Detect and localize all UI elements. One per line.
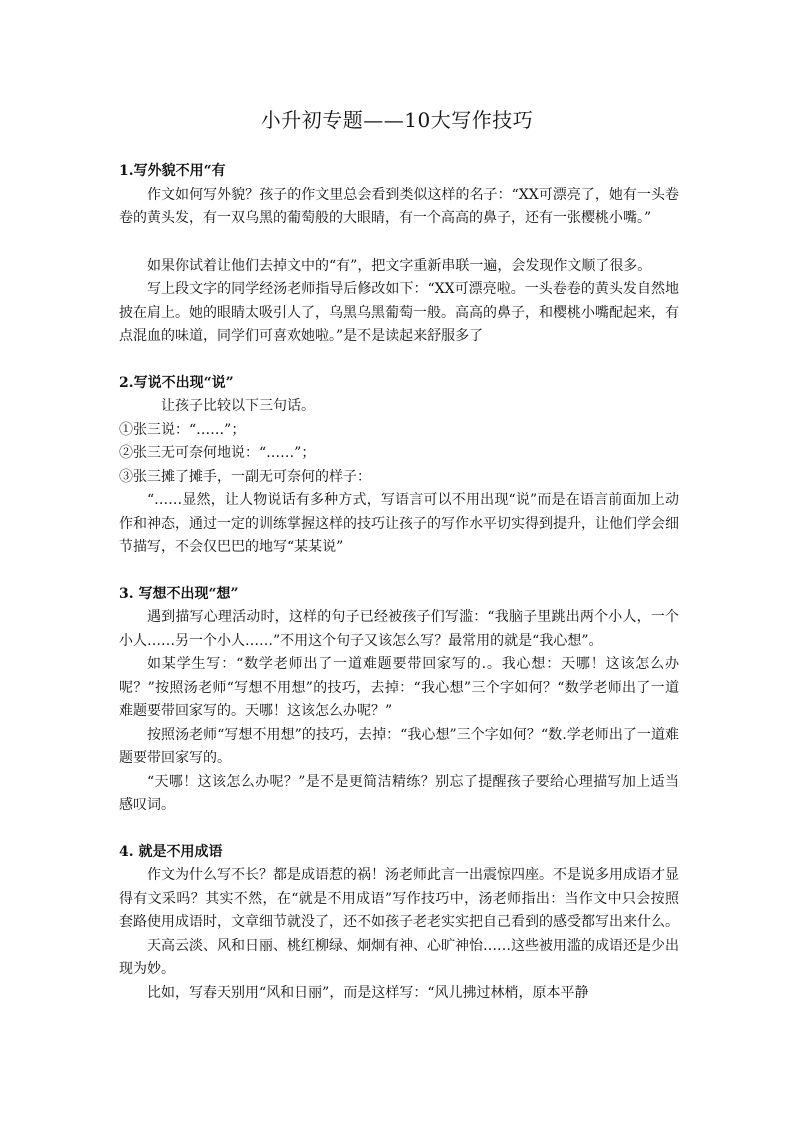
section-2-heading: 2.写说不出现“说” (119, 374, 234, 391)
section-1-paragraph-3: 写上段文字的同学经汤老师指导后修改如下：“XX可漂亮啦。一头卷卷的黄头发自然地披在肩上。她的眼睛太吸引人了，乌黑乌黑葡萄一般。高高的鼻子，和樱桃小嘴配起来，有点混血的味道，同学们可喜欢她啦。”是不是读起来舒服多了 (119, 281, 679, 344)
section-2-paragraph-1: “……显然，让人物说话有多种方式，写语言可以不用出现“说”而是在语言前面加上动作和神态，通过一定的训练掌握这样的技巧让孩子的写作水平切实得到提升，让他们学会细节描写，不会仅巴巴的地写“某某说” (119, 492, 679, 555)
section-4-paragraph-1: 作文为什么写不长？都是成语惹的祸！汤老师此言一出震惊四座。不是说多用成语才显得有文采吗？其实不然，在“就是不用成语”写作技巧中，汤老师指出：当作文中只会按照套路使用成语时，文章细节就没了，还不如孩子老老实实把自己看到的感受都写出来什么。 (119, 867, 679, 930)
section-4-paragraph-3: 比如，写春天别用“风和日丽”，而是这样写：“风儿拂过林梢，原本平静 (147, 984, 589, 1001)
document-title: 小升初专题——10大写作技巧 (260, 108, 534, 132)
section-2-intro: 让孩子比较以下三句话。 (161, 398, 315, 414)
section-3-paragraph-1: 遇到描写心理活动时，这样的句子已经被孩子们写滥：“我脑子里跳出两个小人，一个小人……另一个小人……”不用这个句子又该怎么写？最常用的就是“我心想”。 (119, 609, 679, 649)
section-3-paragraph-3: 按照汤老师“写想不用想”的技巧，去掉：“我心想”三个字如何？“数.学老师出了一道难题要带回家写的。 (119, 726, 679, 766)
section-2-item-1: ①张三说：“……”； (119, 421, 246, 438)
section-3-paragraph-2: 如某学生写：“数学老师出了一道难题要带回家写的.。我心想：天哪！这该怎么办呢？”按照汤老师“写想不用想”的技巧，去掉：“我心想”三个字如何？“数学老师出了一道难题要带回家写的。天哪！这该怎么办呢？” (119, 656, 679, 719)
section-2-item-2: ②张三无可奈何地说：“……”； (119, 445, 316, 461)
section-1-paragraph-2: 如果你试着让他们去掉文中的“有”，把文字重新串联一遍，会发现作文顺了很多。 (147, 257, 652, 274)
section-3-heading: 3. 写想不出现“想” (119, 585, 239, 602)
spacer (119, 349, 679, 372)
section-1-heading: 1.写外貌不用“有 (119, 163, 226, 179)
section-4-paragraph-2: 天高云淡、风和日丽、桃红柳绿、炯炯有神、心旷神怡……这些被用滥的成语还是少出现为妙。 (119, 937, 679, 977)
spacer (119, 231, 679, 255)
section-2-item-3: ③张三摊了摊手，一副无可奈何的样子： (119, 468, 371, 485)
section-4-heading: 4. 就是不用成语 (119, 843, 223, 860)
spacer (119, 560, 679, 583)
section-3-paragraph-4: “天哪！这该怎么办呢？”是不是更简洁精练？别忘了提醒孩子要给心理描写加上适当感叹词。 (119, 773, 679, 813)
section-1-paragraph-1: 作文如何写外貌？孩子的作文里总会看到类似这样的名子：“XX可漂亮了，她有一头卷卷的黄头发，有一双乌黑的葡萄般的大眼睛，有一个高高的鼻子，还有一张樱桃小嘴。” (119, 186, 679, 226)
spacer (119, 818, 679, 841)
document-body (119, 160, 679, 1005)
